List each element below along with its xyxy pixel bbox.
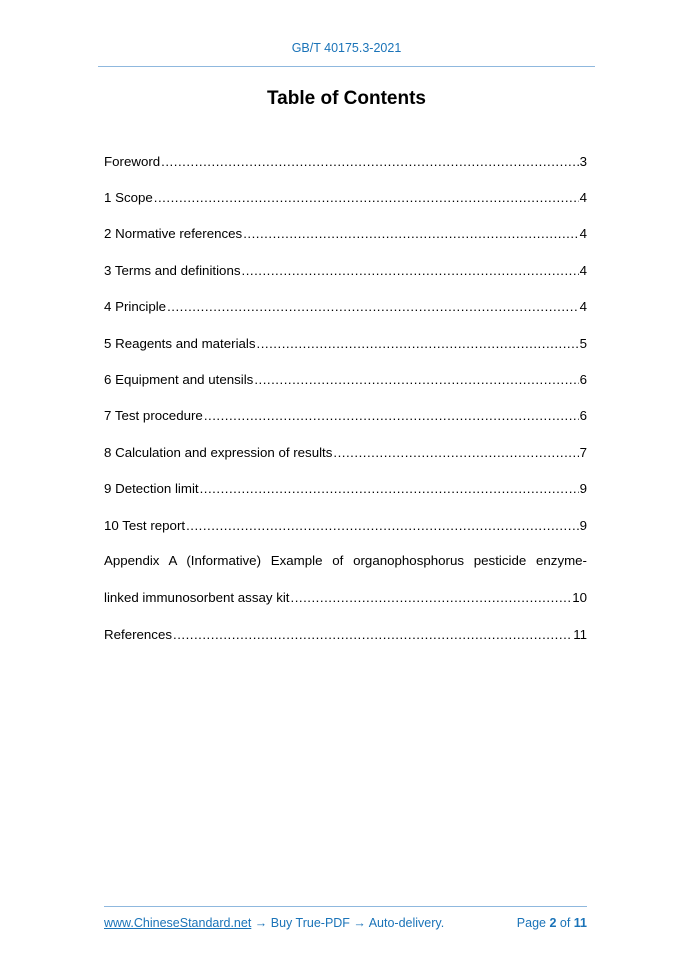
- page-word: Page: [516, 916, 550, 930]
- page-footer: [104, 916, 587, 930]
- toc-entry-page: 4: [579, 226, 587, 242]
- dot-leader: [242, 263, 579, 278]
- toc-entry-label: 7 Test procedure: [104, 408, 203, 424]
- dot-leader: [154, 190, 579, 205]
- table-of-contents: [104, 143, 587, 652]
- toc-entry-page: 5: [579, 335, 587, 351]
- toc-entry-label: Foreword: [104, 153, 161, 169]
- dot-leader: [173, 627, 572, 642]
- toc-entry-terms-and-definitions[interactable]: [104, 252, 587, 288]
- dot-leader: [204, 408, 579, 423]
- current-page: 2: [549, 916, 557, 930]
- toc-entry-label: 3 Terms and definitions: [104, 262, 241, 278]
- dot-leader: [254, 372, 578, 387]
- toc-entry-page: 6: [579, 372, 587, 388]
- toc-entry-page: 6: [579, 408, 587, 424]
- toc-entry-label: 5 Reagents and materials: [104, 335, 256, 351]
- toc-entry-page: 4: [579, 299, 587, 315]
- toc-entry-label: linked immunosorbent assay kit: [104, 590, 290, 606]
- toc-entry-reagents-and-materials[interactable]: [104, 325, 587, 361]
- footer-tagline: → Buy True-PDF → Auto-delivery.: [251, 916, 445, 930]
- toc-entry-page: 10: [572, 590, 587, 606]
- toc-entry-page: 4: [579, 190, 587, 206]
- header-divider: [98, 66, 595, 67]
- toc-entry-label: 10 Test report: [104, 517, 186, 533]
- dot-leader: [186, 518, 579, 533]
- dot-leader: [161, 154, 578, 169]
- footer-promo: [104, 916, 444, 930]
- toc-entry-page: 3: [579, 153, 587, 169]
- dot-leader: [243, 226, 578, 241]
- total-pages: 11: [573, 916, 587, 930]
- toc-entry-page: 9: [579, 481, 587, 497]
- toc-entry-detection-limit[interactable]: [104, 471, 587, 507]
- toc-entry-test-procedure[interactable]: [104, 398, 587, 434]
- toc-entry-label: References: [104, 626, 172, 642]
- toc-entry-label: 8 Calculation and expression of results: [104, 444, 333, 460]
- dot-leader: [333, 445, 578, 460]
- toc-entry-page: 4: [579, 262, 587, 278]
- dot-leader: [167, 299, 579, 314]
- toc-entry-principle[interactable]: [104, 289, 587, 325]
- toc-entry-test-report[interactable]: [104, 507, 587, 543]
- page-number: [517, 916, 587, 930]
- toc-entry-label: 1 Scope: [104, 190, 153, 206]
- toc-entry-label: 6 Equipment and utensils: [104, 372, 254, 388]
- toc-entry-label: 2 Normative references: [104, 226, 243, 242]
- toc-entry-appendix-a-line1[interactable]: Appendix A (Informative) Example of organophosphorus pesticide enzyme-: [104, 553, 587, 569]
- toc-entry-equipment-and-utensils[interactable]: [104, 361, 587, 397]
- dot-leader: [200, 481, 579, 496]
- toc-entry-normative-references[interactable]: [104, 216, 587, 252]
- dot-leader: [291, 590, 572, 605]
- toc-entry-appendix-a-line2[interactable]: [104, 580, 587, 616]
- toc-entry-page: 11: [573, 626, 587, 642]
- document-id-header: GB/T 40175.3-2021: [291, 41, 402, 55]
- page-title: Table of Contents: [266, 88, 427, 109]
- dot-leader: [257, 336, 579, 351]
- toc-entry-label: 4 Principle: [104, 299, 167, 315]
- toc-entry-calculation[interactable]: [104, 434, 587, 470]
- of-word: of: [556, 916, 574, 930]
- toc-entry-references[interactable]: [104, 616, 587, 652]
- website-link[interactable]: www.ChineseStandard.net: [104, 916, 252, 930]
- footer-divider: [104, 906, 587, 907]
- toc-entry-scope[interactable]: [104, 179, 587, 215]
- toc-entry-page: 9: [579, 517, 587, 533]
- toc-entry-page: 7: [579, 444, 587, 460]
- toc-entry-foreword[interactable]: [104, 143, 587, 179]
- toc-entry-label: 9 Detection limit: [104, 481, 199, 497]
